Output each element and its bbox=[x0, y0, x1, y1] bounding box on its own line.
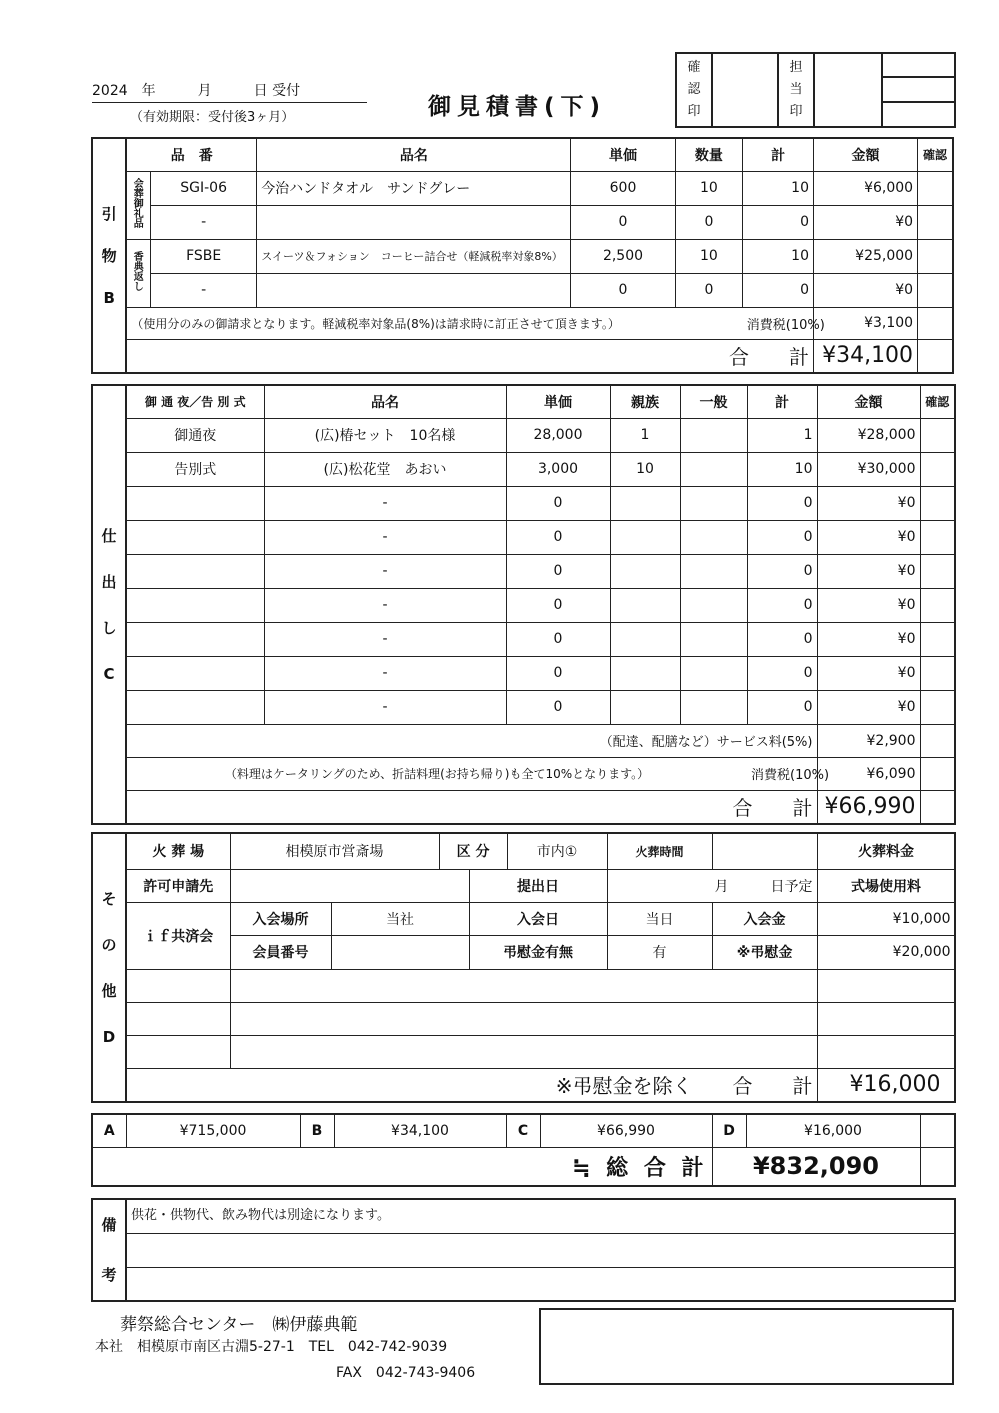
col-name-header: 品名 bbox=[264, 385, 506, 418]
summary-d-value: ¥16,000 bbox=[746, 1114, 920, 1147]
meal-count: 0 bbox=[747, 520, 817, 554]
summary-d-label: D bbox=[712, 1114, 746, 1147]
blank-cell[interactable] bbox=[126, 1002, 230, 1035]
meal-amount: ¥0 bbox=[817, 588, 920, 622]
join-fee-label: 入会金 bbox=[712, 902, 817, 935]
section-c-total-confirm bbox=[920, 790, 955, 824]
meal-amount: ¥0 bbox=[817, 656, 920, 690]
section-b-table bbox=[91, 137, 954, 374]
section-b-note: （使用分のみの御請求となります。軽減税率対象品(8%)は請求時に訂正させて頂きます。） bbox=[126, 307, 742, 339]
blank-cell[interactable] bbox=[230, 969, 817, 1002]
col-price-header: 単価 bbox=[571, 138, 675, 171]
table-row bbox=[92, 486, 955, 520]
stamp-extra-1[interactable] bbox=[882, 53, 955, 77]
meal-general[interactable] bbox=[680, 690, 747, 724]
item-confirm[interactable] bbox=[918, 273, 953, 307]
division-value[interactable]: 市内① bbox=[507, 833, 607, 869]
grand-total-value: ¥832,090 bbox=[712, 1147, 920, 1186]
date-line: 2024 年 月 日 受付 bbox=[92, 80, 367, 103]
venue-fee-label: 式場使用料 bbox=[817, 869, 955, 902]
item-price[interactable]: 0 bbox=[571, 205, 675, 239]
section-d-total: ¥16,000 bbox=[817, 1068, 955, 1102]
col-confirm-header: 確認 bbox=[920, 385, 955, 418]
table-row bbox=[92, 1035, 955, 1068]
permit-label: 許可申請先 bbox=[126, 869, 230, 902]
meal-name[interactable]: - bbox=[264, 554, 506, 588]
meal-general[interactable] bbox=[680, 452, 747, 486]
item-price[interactable]: 600 bbox=[571, 171, 675, 205]
seal-box[interactable] bbox=[539, 1308, 954, 1385]
summary-a-label: A bbox=[92, 1114, 126, 1147]
condolence-flag-value[interactable]: 有 bbox=[607, 935, 712, 969]
meal-confirm[interactable] bbox=[920, 418, 955, 452]
col-count-header: 計 bbox=[747, 385, 817, 418]
item-count: 0 bbox=[743, 205, 814, 239]
meal-family[interactable]: 10 bbox=[610, 452, 680, 486]
join-date-value[interactable]: 当日 bbox=[607, 902, 712, 935]
item-name[interactable] bbox=[257, 205, 571, 239]
table-row bbox=[92, 656, 955, 690]
submit-date-label: 提出日 bbox=[469, 869, 607, 902]
section-c-note: （料理はケータリングのため、折詰料理(お持ち帰り)も全て10%となります。） bbox=[126, 757, 747, 790]
item-code[interactable]: FSBE bbox=[151, 239, 257, 273]
service-fee-label: （配達、配膳など）サービス料(5%) bbox=[126, 724, 817, 757]
col-family-header: 親族 bbox=[610, 385, 680, 418]
meal-family[interactable] bbox=[610, 690, 680, 724]
summary-b-label: B bbox=[300, 1114, 334, 1147]
section-d-table bbox=[91, 832, 956, 1103]
join-fee-value: ¥10,000 bbox=[817, 902, 955, 935]
join-place-value[interactable]: 当社 bbox=[331, 902, 469, 935]
item-price[interactable]: 2,500 bbox=[571, 239, 675, 273]
company-fax: FAX 042-743-9406 bbox=[336, 1365, 476, 1381]
item-code[interactable]: - bbox=[151, 273, 257, 307]
meal-confirm[interactable] bbox=[920, 520, 955, 554]
summary-c-value: ¥66,990 bbox=[540, 1114, 712, 1147]
item-confirm[interactable] bbox=[918, 171, 953, 205]
crematorium-label: 火 葬 場 bbox=[126, 833, 230, 869]
table-row bbox=[92, 239, 953, 273]
meal-confirm[interactable] bbox=[920, 452, 955, 486]
item-amount: ¥6,000 bbox=[813, 171, 917, 205]
meal-count: 1 bbox=[747, 418, 817, 452]
meal-type[interactable] bbox=[126, 622, 264, 656]
blank-cell[interactable] bbox=[126, 969, 230, 1002]
col-qty-header: 数量 bbox=[675, 138, 743, 171]
item-code[interactable]: - bbox=[151, 205, 257, 239]
meal-count: 0 bbox=[747, 656, 817, 690]
section-b-tax-confirm bbox=[918, 307, 953, 339]
meal-price[interactable]: 0 bbox=[506, 486, 610, 520]
meal-price[interactable]: 0 bbox=[506, 656, 610, 690]
meal-type[interactable] bbox=[126, 554, 264, 588]
meal-type[interactable] bbox=[126, 656, 264, 690]
section-c-table bbox=[91, 384, 956, 825]
stamp-confirm-label: 確 認 印 bbox=[676, 53, 712, 127]
item-confirm[interactable] bbox=[918, 239, 953, 273]
meal-amount: ¥0 bbox=[817, 554, 920, 588]
meal-type[interactable] bbox=[126, 690, 264, 724]
meal-general[interactable] bbox=[680, 622, 747, 656]
meal-general[interactable] bbox=[680, 554, 747, 588]
blank-cell[interactable] bbox=[230, 1002, 817, 1035]
remarks-line[interactable] bbox=[126, 1233, 955, 1267]
table-row bbox=[92, 205, 953, 239]
grand-total-label: ≒ 総 合 計 bbox=[92, 1147, 712, 1186]
meal-general[interactable] bbox=[680, 418, 747, 452]
cremation-time-label: 火葬時間 bbox=[607, 833, 712, 869]
item-confirm[interactable] bbox=[918, 205, 953, 239]
meal-type[interactable] bbox=[126, 588, 264, 622]
meal-name[interactable]: - bbox=[264, 690, 506, 724]
group-label-gift: 会葬御礼品 bbox=[126, 171, 150, 239]
table-row bbox=[92, 273, 953, 307]
condolence-label: ※弔慰金 bbox=[712, 935, 817, 969]
meal-count: 0 bbox=[747, 622, 817, 656]
meal-price[interactable]: 3,000 bbox=[506, 452, 610, 486]
meal-price[interactable]: 0 bbox=[506, 622, 610, 656]
blank-cell[interactable] bbox=[126, 1035, 230, 1068]
table-row bbox=[92, 588, 955, 622]
mutual-aid-label: ｉｆ共済会 bbox=[126, 902, 230, 969]
remarks-line[interactable] bbox=[126, 1267, 955, 1301]
section-b-total: ¥34,100 bbox=[813, 339, 917, 373]
meal-amount: ¥0 bbox=[817, 690, 920, 724]
meal-confirm[interactable] bbox=[920, 656, 955, 690]
meal-name[interactable]: - bbox=[264, 520, 506, 554]
section-c-tax-label: 消費税(10%) bbox=[747, 757, 817, 790]
section-c-tax-confirm bbox=[920, 757, 955, 790]
table-row bbox=[92, 1002, 955, 1035]
blank-cell[interactable] bbox=[817, 1035, 955, 1068]
table-row bbox=[92, 690, 955, 724]
item-name[interactable] bbox=[257, 273, 571, 307]
meal-family[interactable] bbox=[610, 656, 680, 690]
item-qty[interactable]: 10 bbox=[675, 239, 743, 273]
service-fee-confirm bbox=[920, 724, 955, 757]
col-general-header: 一般 bbox=[680, 385, 747, 418]
meal-name[interactable]: - bbox=[264, 622, 506, 656]
company-name: 葬祭総合センター ㈱伊藤典範 bbox=[120, 1315, 358, 1335]
section-b-tax-label: 消費税(10%) bbox=[743, 307, 814, 339]
table-row bbox=[92, 554, 955, 588]
item-name[interactable]: スイーツ＆フォション コーヒー詰合せ（軽減税率対象8%） bbox=[257, 239, 571, 273]
meal-count: 0 bbox=[747, 486, 817, 520]
table-row bbox=[92, 452, 955, 486]
item-price[interactable]: 0 bbox=[571, 273, 675, 307]
section-b-tax: ¥3,100 bbox=[813, 307, 917, 339]
stamp-extra-2[interactable] bbox=[882, 77, 955, 102]
meal-price[interactable]: 0 bbox=[506, 520, 610, 554]
meal-name[interactable]: - bbox=[264, 656, 506, 690]
meal-family[interactable] bbox=[610, 588, 680, 622]
meal-confirm[interactable] bbox=[920, 486, 955, 520]
meal-amount: ¥0 bbox=[817, 486, 920, 520]
page-title: 御見積書(下) bbox=[428, 94, 607, 120]
item-qty[interactable]: 10 bbox=[675, 171, 743, 205]
table-row bbox=[92, 171, 953, 205]
meal-count: 10 bbox=[747, 452, 817, 486]
meal-name[interactable]: - bbox=[264, 486, 506, 520]
meal-name[interactable]: - bbox=[264, 588, 506, 622]
col-amount-header: 金額 bbox=[817, 385, 920, 418]
meal-type[interactable]: 御通夜 bbox=[126, 418, 264, 452]
condolence-value: ¥20,000 bbox=[817, 935, 955, 969]
company-address: 本社 相模原市南区古淵5-27-1 TEL 042-742-9039 bbox=[95, 1339, 448, 1355]
blank-cell[interactable] bbox=[230, 1035, 817, 1068]
blank-cell[interactable] bbox=[817, 969, 955, 1002]
meal-type[interactable] bbox=[126, 520, 264, 554]
item-qty[interactable]: 0 bbox=[675, 205, 743, 239]
meal-general[interactable] bbox=[680, 486, 747, 520]
meal-type[interactable] bbox=[126, 486, 264, 520]
meal-name[interactable]: (広)松花堂 あおい bbox=[264, 452, 506, 486]
section-d-total-label: ※弔慰金を除く 合 計 bbox=[126, 1068, 817, 1102]
join-place-label: 入会場所 bbox=[230, 902, 331, 935]
cremation-fee-label: 火葬料金 bbox=[817, 833, 955, 869]
permit-value[interactable] bbox=[230, 869, 469, 902]
summary-table bbox=[91, 1113, 956, 1187]
summary-extra bbox=[920, 1114, 955, 1147]
meal-price[interactable]: 0 bbox=[506, 588, 610, 622]
meal-name[interactable]: (広)椿セット 10名様 bbox=[264, 418, 506, 452]
section-c-total-label: 合 計 bbox=[126, 790, 817, 824]
summary-b-value: ¥34,100 bbox=[334, 1114, 506, 1147]
meal-amount: ¥0 bbox=[817, 520, 920, 554]
col-code-header: 品 番 bbox=[126, 138, 256, 171]
section-d-label: そ の 他 D bbox=[92, 833, 126, 1102]
cremation-time-value[interactable] bbox=[712, 833, 817, 869]
item-amount: ¥25,000 bbox=[813, 239, 917, 273]
meal-count: 0 bbox=[747, 588, 817, 622]
group-label-return: 香典返し bbox=[126, 239, 150, 307]
table-row bbox=[92, 418, 955, 452]
stamp-charge-label: 担 当 印 bbox=[778, 53, 814, 127]
col-confirm-header: 確認 bbox=[918, 138, 953, 171]
meal-general[interactable] bbox=[680, 656, 747, 690]
join-date-label: 入会日 bbox=[469, 902, 607, 935]
col-amount-header: 金額 bbox=[813, 138, 917, 171]
grand-total-extra bbox=[920, 1147, 955, 1186]
meal-type[interactable]: 告別式 bbox=[126, 452, 264, 486]
meal-amount: ¥0 bbox=[817, 622, 920, 656]
remarks-label: 備 考 bbox=[92, 1199, 126, 1301]
item-name[interactable]: 今治ハンドタオル サンドグレー bbox=[257, 171, 571, 205]
meal-family[interactable] bbox=[610, 486, 680, 520]
meal-family[interactable] bbox=[610, 554, 680, 588]
item-count: 10 bbox=[743, 239, 814, 273]
meal-confirm[interactable] bbox=[920, 554, 955, 588]
meal-confirm[interactable] bbox=[920, 622, 955, 656]
meal-confirm[interactable] bbox=[920, 690, 955, 724]
stamp-extra-3[interactable] bbox=[882, 102, 955, 127]
stamp-confirm-box[interactable] bbox=[712, 53, 778, 127]
condolence-flag-label: 弔慰金有無 bbox=[469, 935, 607, 969]
section-b-total-confirm bbox=[918, 339, 953, 373]
meal-family[interactable] bbox=[610, 622, 680, 656]
section-c-total: ¥66,990 bbox=[817, 790, 920, 824]
meal-general[interactable] bbox=[680, 588, 747, 622]
blank-cell[interactable] bbox=[817, 1002, 955, 1035]
item-code[interactable]: SGI-06 bbox=[151, 171, 257, 205]
table-row bbox=[92, 622, 955, 656]
col-type-header: 御 通 夜／告 別 式 bbox=[126, 385, 264, 418]
meal-family[interactable]: 1 bbox=[610, 418, 680, 452]
stamp-charge-box[interactable] bbox=[814, 53, 882, 127]
summary-c-label: C bbox=[506, 1114, 540, 1147]
col-count-header: 計 bbox=[743, 138, 814, 171]
service-fee: ¥2,900 bbox=[817, 724, 920, 757]
submit-date-value[interactable]: 月 日予定 bbox=[607, 869, 817, 902]
meal-count: 0 bbox=[747, 554, 817, 588]
col-name-header: 品名 bbox=[257, 138, 571, 171]
item-amount: ¥0 bbox=[813, 273, 917, 307]
member-no-value[interactable] bbox=[331, 935, 469, 969]
section-b-total-label: 合 計 bbox=[126, 339, 813, 373]
meal-price[interactable]: 0 bbox=[506, 690, 610, 724]
meal-price[interactable]: 28,000 bbox=[506, 418, 610, 452]
remarks-table bbox=[91, 1198, 956, 1302]
crematorium-value[interactable]: 相模原市営斎場 bbox=[230, 833, 439, 869]
item-amount: ¥0 bbox=[813, 205, 917, 239]
meal-amount: ¥30,000 bbox=[817, 452, 920, 486]
stamp-box bbox=[675, 52, 956, 128]
validity-note: （有効期限：受付後3ヶ月） bbox=[130, 110, 295, 125]
member-no-label: 会員番号 bbox=[230, 935, 331, 969]
meal-price[interactable]: 0 bbox=[506, 554, 610, 588]
section-c-label: 仕 出 し C bbox=[92, 385, 126, 824]
item-qty[interactable]: 0 bbox=[675, 273, 743, 307]
meal-family[interactable] bbox=[610, 520, 680, 554]
section-c-tax: ¥6,090 bbox=[817, 757, 920, 790]
summary-a-value: ¥715,000 bbox=[126, 1114, 300, 1147]
division-label: 区 分 bbox=[439, 833, 507, 869]
section-b-label: 引 物 B bbox=[92, 138, 126, 373]
meal-confirm[interactable] bbox=[920, 588, 955, 622]
meal-amount: ¥28,000 bbox=[817, 418, 920, 452]
item-count: 0 bbox=[743, 273, 814, 307]
table-row bbox=[92, 520, 955, 554]
remarks-line[interactable]: 供花・供物代、飲み物代は別途になります。 bbox=[126, 1199, 955, 1233]
item-count: 10 bbox=[743, 171, 814, 205]
col-price-header: 単価 bbox=[506, 385, 610, 418]
meal-count: 0 bbox=[747, 690, 817, 724]
table-row bbox=[92, 969, 955, 1002]
meal-general[interactable] bbox=[680, 520, 747, 554]
